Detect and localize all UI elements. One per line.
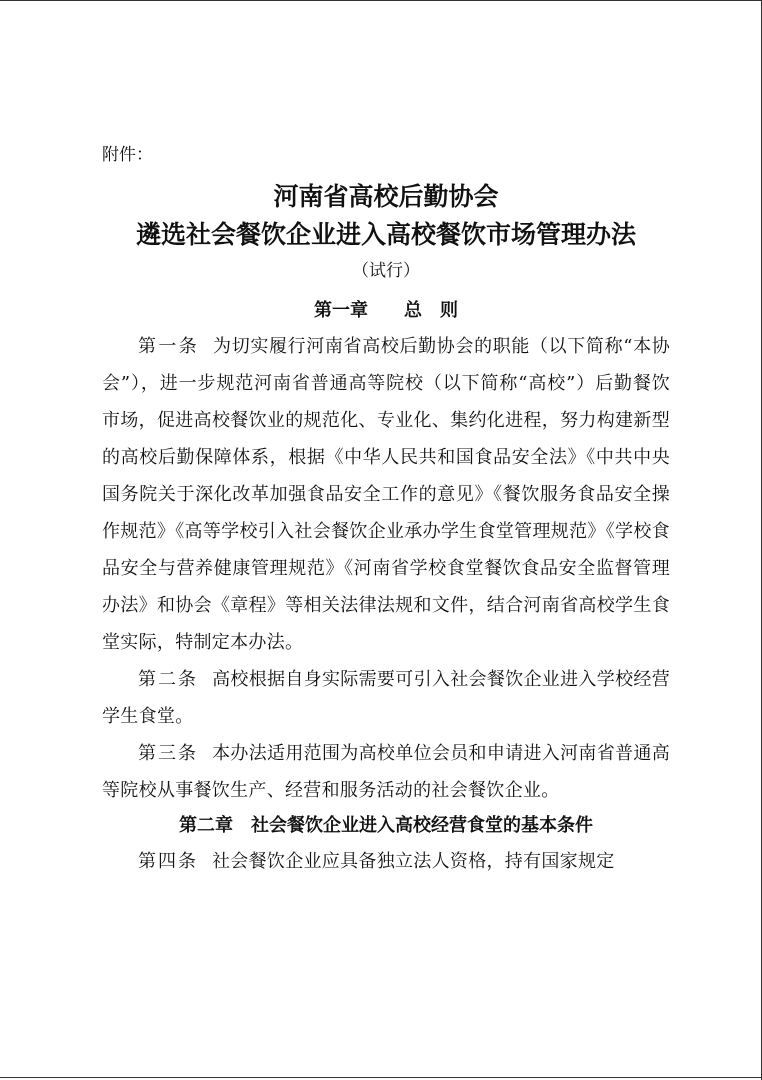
article-2-number: 第二条 [138, 669, 199, 690]
attachment-label: 附件： [102, 145, 153, 165]
chapter-2-heading: 第二章 社会餐饮企业进入高校经营食堂的基本条件 [179, 815, 593, 836]
article-4 [102, 843, 670, 880]
document-title-line-1: 河南省高校后勤协会 [273, 182, 499, 211]
chapter-1-heading: 第一章 总 则 [314, 300, 458, 321]
page-border-top [0, 0, 761, 1]
article-2 [102, 661, 670, 735]
article-3-text: 本办法适用范围为高校单位会员和申请进入河南省普通高等院校从事餐饮生产、经营和服务活动的社会餐饮企业。 [102, 743, 671, 801]
article-4-text: 社会餐饮企业应具备独立法人资格，持有国家规定 [212, 851, 615, 872]
page-border-bottom [0, 1077, 761, 1078]
article-3 [102, 735, 670, 809]
article-1 [102, 328, 670, 661]
article-3-number: 第三条 [138, 743, 199, 764]
article-1-text: 为切实履行河南省高校后勤协会的职能（以下简称“本协会”），进一步规范河南省普通高等院校（以下简称“高校”）后勤餐饮市场，促进高校餐饮业的规范化、专业化、集约化进程，努力构建新型的高校后勤保障体系，根据《中华人民共和国食品安全法》《中共中央国务院关于深化改革加强食品安全工作的意见》《餐饮服务食品安全操作规范》《高等学校引入社会餐饮企业承办学生食堂管理规范》《学校食品安全与营养健康管理规范》《河南省学校食堂餐饮食品安全监督管理办法》和协会《章程》等相关法律法规和文件，结合河南省高校学生食堂实际，特制定本办法。 [102, 336, 671, 653]
article-1-number: 第一条 [138, 336, 200, 357]
trial-note: （试行） [352, 261, 420, 281]
article-4-number: 第四条 [138, 851, 198, 872]
article-2-text: 高校根据自身实际需要可引入社会餐饮企业进入学校经营学生食堂。 [102, 669, 671, 727]
document-body [102, 142, 670, 880]
document-title-line-2: 遴选社会餐饮企业进入高校餐饮市场管理办法 [135, 220, 636, 249]
